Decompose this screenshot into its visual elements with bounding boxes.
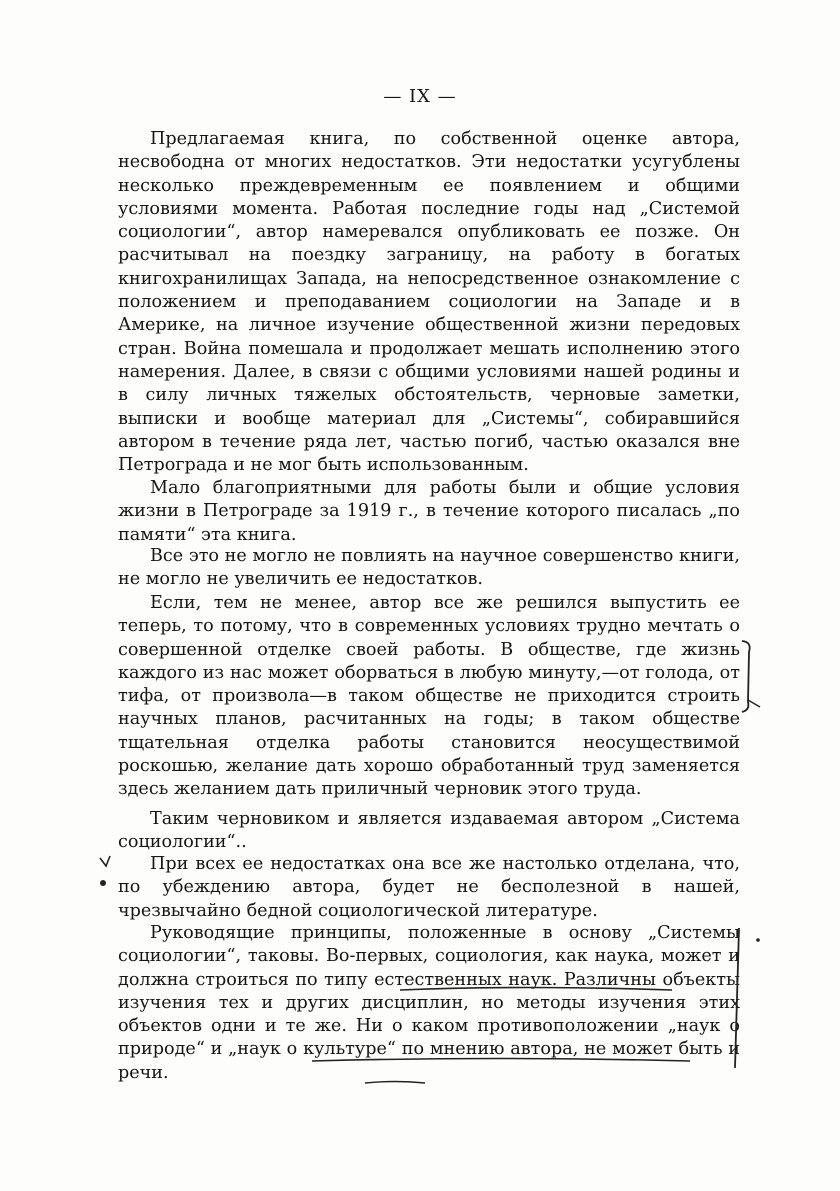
paragraph-3-text: Все это не могло не повлиять на научное совершенство книги, не могло не увеличить ее недостатков. [118, 546, 740, 590]
margin-tick-mark [748, 700, 760, 707]
paragraph-1-text: Предлагаемая книга, по собственной оценке автора, несвободна от многих недостатков. Эти недостатки усугублены несколько преждевременным ее появлением и общими условиями момента. Работая последние годы над „Системой социологии“, автор намеревался опубликовать ее позже. Он расчитывал на поездку заграницу, на работу в богатых книгохранилищах Запада, на непосредственное ознакомление с положением и преподаванием социологии на Западе и в Америке, на личное изучение общественной жизни передовых стран. Война помешала и продолжает мешать исполнению этого намерения. Далее, в связи с общими условиями нашей родины и в силу личных тяжелых обстоятельств, черновые заметки, выписки и вообще материал для „Системы“, собиравшийся автором в течение ряда лет, частью погиб, частью оказался вне Петрограда и не мог быть использованным. [118, 129, 740, 476]
paragraph-5 [118, 808, 740, 855]
paragraph-1 [118, 128, 740, 477]
margin-dot-mark [100, 880, 106, 886]
paragraph-7-text: Руководящие принципы, положенные в основу „Системы социологии“, таковы. Во-первых, социология, как наука, может и должна строиться по типу естественных наук. Различны объекты изучения тех и других дисциплин, но методы изучения этих объектов одни и те же. Ни о каком противоположении „наук о природе“ и „наук о культуре“ по мнению автора, не может быть и речи. [118, 923, 740, 1083]
paragraph-6 [118, 853, 740, 923]
paragraph-2 [118, 477, 740, 547]
margin-check-mark [100, 856, 110, 866]
page-number: — IX — [383, 86, 457, 107]
margin-dot-mark-right [756, 938, 760, 942]
paragraph-3 [118, 545, 740, 592]
margin-bracket-paragraph-4 [742, 641, 750, 712]
paragraph-6-text: При всех ее недостатках она все же настолько отделана, что, по убеждению автора, будет не бесполезной в нашей, чрезвычайно бедной социологической литературе. [118, 854, 740, 921]
paragraph-7 [118, 922, 740, 1085]
paragraph-5-text: Таким черновиком и является издаваемая автором „Система социологии“.. [118, 809, 740, 853]
paragraph-4 [118, 592, 740, 802]
paragraph-2-text: Мало благоприятными для работы были и общие условия жизни в Петрограде за 1919 г., в течение которого писалась „по памяти“ эта книга. [118, 478, 740, 545]
paragraph-4-text: Если, тем не менее, автор все же решился выпустить ее теперь, то потому, что в современных условиях трудно мечтать о совершенной отделке своей работы. В обществе, где жизнь каждого из нас может оборваться в любую минуту,—от голода, от тифа, от произвола—в таком обществе не приходится строить научных планов, расчитанных на годы; в таком обществе тщательная отделка работы становится неосуществимой роскошью, желание дать хорошо обработанный труд заменяется здесь желанием дать приличный черновик этого труда. [118, 593, 740, 800]
